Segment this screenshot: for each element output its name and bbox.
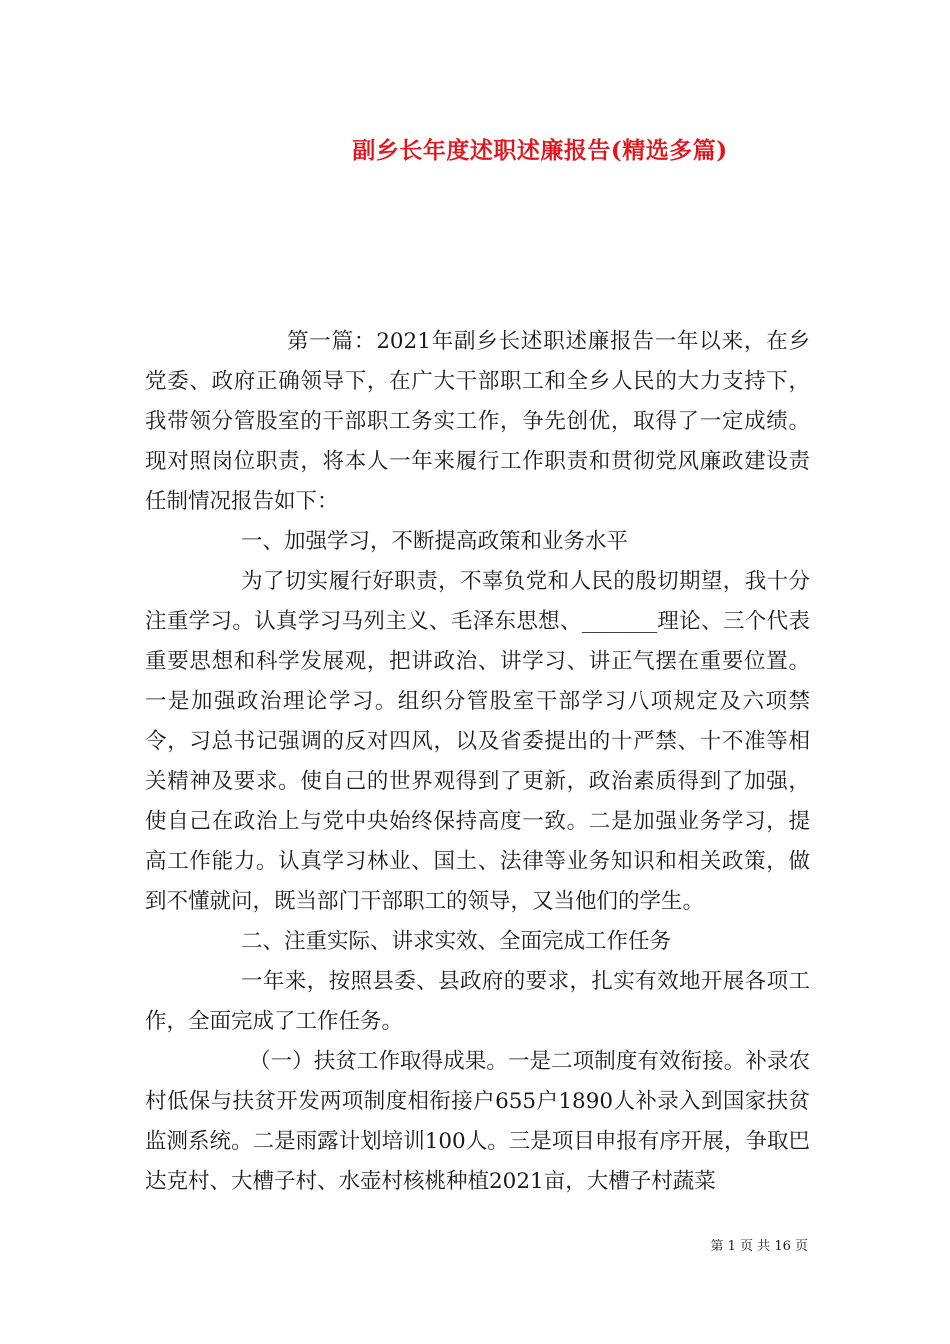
section-heading-2: 二、注重实际、讲求实效、全面完成工作任务 (241, 929, 672, 954)
subsection-1-paragraph: （一）扶贫工作取得成果。一是二项制度有效衔接。补录农村低保与扶贫开发两项制度相衔接户655户1890人补录入到国家扶贫监测系统。二是雨露计划培训100人。三是项目申报有序开展，争取巴达克村、大槽子村、水壶村核桃种植2021亩，大槽子村蔬菜 (145, 1049, 810, 1194)
section-heading-1: 一、加强学习，不断提高政策和业务水平 (241, 529, 629, 554)
document-title: 副乡长年度述职述廉报告(精选多篇) (352, 137, 728, 164)
intro-paragraph: 第一篇：2021年副乡长述职述廉报告一年以来，在乡党委、政府正确领导下，在广大干部职工和全乡人民的大力支持下，我带领分管股室的干部职工务实工作，争先创优，取得了一定成绩。现对照岗位职责，将本人一年来履行工作职责和贯彻党风廉政建设责任制情况报告如下： (145, 329, 810, 514)
page-number-footer: 第 1 页 共 16 页 (710, 1239, 808, 1254)
section-2-paragraph: 一年来，按照县委、县政府的要求，扎实有效地开展各项工作，全面完成了工作任务。 (145, 969, 810, 1034)
document-body (145, 322, 810, 1202)
section-1-paragraph: 为了切实履行好职责，不辜负党和人民的殷切期望，我十分注重学习。认真学习马列主义、毛泽东思想、_______理论、三个代表重要思想和科学发展观，把讲政治、讲学习、讲正气摆在重要位置。一是加强政治理论学习。组织分管股室干部学习八项规定及六项禁令，习总书记强调的反对四风，以及省委提出的十严禁、十不准等相关精神及要求。使自己的世界观得到了更新，政治素质得到了加强，使自己在政治上与党中央始终保持高度一致。二是加强业务学习，提高工作能力。认真学习林业、国土、法律等业务知识和相关政策，做到不懂就问，既当部门干部职工的领导，又当他们的学生。 (145, 569, 810, 914)
